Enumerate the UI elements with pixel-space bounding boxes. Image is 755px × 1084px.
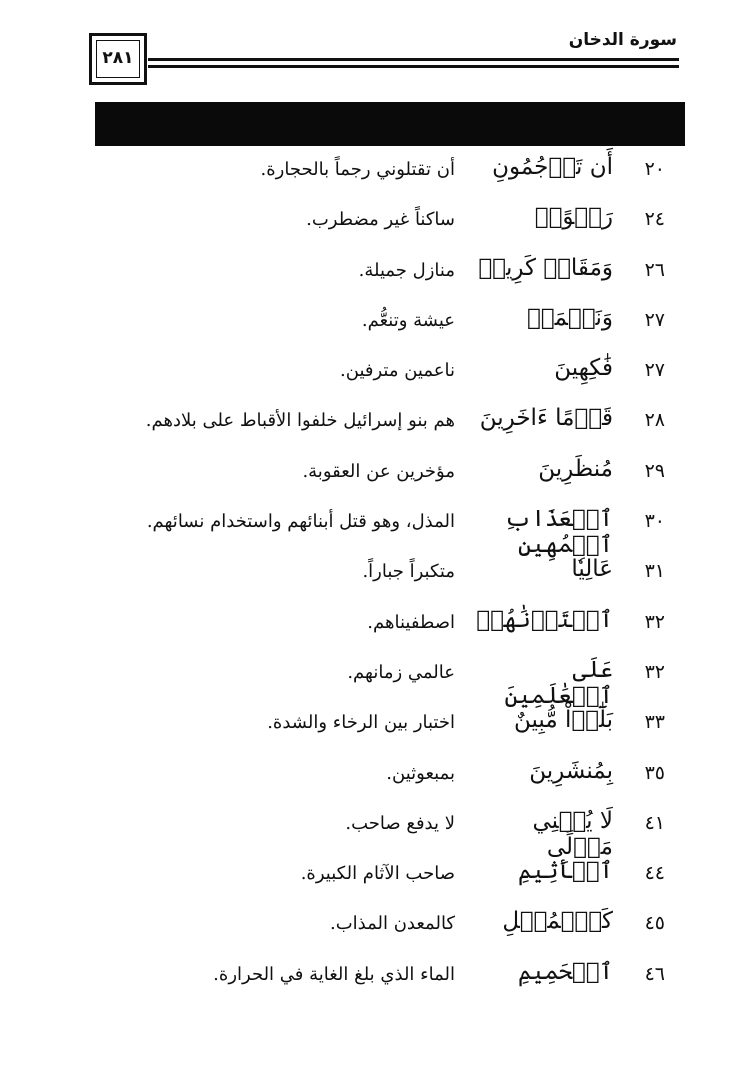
quran-word: بَلَٰٓؤٞاْ مُّبِينٌ <box>513 707 613 734</box>
word-meaning: اصطفيناهم. <box>367 611 455 633</box>
word-meaning: لا يدفع صاحب. <box>345 812 455 834</box>
word-meaning: اختبار بين الرخاء والشدة. <box>267 712 455 734</box>
quran-word: كَٱلۡمُهۡلِ <box>502 908 613 935</box>
quran-word: ٱلۡأَثِيمِ <box>518 858 613 885</box>
glossary-entry <box>0 403 755 453</box>
surah-title: سورة الدخان <box>568 30 677 50</box>
quran-word: وَنَعۡمَةٖ <box>526 304 613 331</box>
verse-number: ٤٤ <box>644 862 665 885</box>
verse-number: ٤١ <box>644 811 665 834</box>
glossary-entry <box>0 806 755 860</box>
quran-word: ٱخۡتَرۡنَٰهُمۡ <box>476 606 613 633</box>
glossary-entry <box>0 303 755 353</box>
word-meaning: عالمي زمانهم. <box>347 661 455 683</box>
glossary-entry <box>0 353 755 403</box>
word-meaning: بمبعوثين. <box>386 762 455 784</box>
glossary-entry <box>0 957 755 1007</box>
quran-word: وَمَقَامٖ كَرِيمٖ <box>478 254 613 281</box>
verse-number: ٢٨ <box>644 409 665 432</box>
quran-word: عَلَى ٱلۡعَٰلَمِينَ <box>504 656 613 709</box>
word-meaning: متكبراً جباراً. <box>362 561 455 583</box>
verse-number: ٣٥ <box>644 761 665 784</box>
verse-number: ٢٧ <box>644 359 665 382</box>
glossary-entry <box>0 705 755 755</box>
verse-number: ٣٠ <box>644 510 665 533</box>
word-meaning: صاحب الآثام الكبيرة. <box>300 863 455 885</box>
word-meaning: ساكناً غير مضطرب. <box>306 209 455 231</box>
glossary-entry <box>0 152 755 202</box>
verse-number: ٤٦ <box>644 962 665 985</box>
quran-word: ٱلۡعَذَابِ ٱلۡمُهِينِ <box>504 506 613 559</box>
glossary-entry <box>0 202 755 252</box>
word-meaning: عيشة وتنعُّم. <box>361 309 455 331</box>
quran-word: لَا يُغۡنِي مَوۡلًى <box>532 807 613 860</box>
word-meaning: الماء الذي بلغ الغاية في الحرارة. <box>213 963 455 985</box>
glossary-entry <box>0 856 755 906</box>
verse-number: ٢٦ <box>644 258 665 281</box>
glossary-entry <box>0 504 755 559</box>
quran-word: رَهۡوًاۖ <box>534 204 613 231</box>
glossary-list <box>0 152 755 1007</box>
verse-number: ٣٢ <box>644 660 665 683</box>
verse-number: ٤٥ <box>644 912 665 935</box>
word-meaning: مؤخرين عن العقوبة. <box>302 460 455 482</box>
verse-number: ٢٤ <box>644 208 665 231</box>
header-rule-bottom <box>148 65 679 68</box>
glossary-entry <box>0 554 755 604</box>
verse-number: ٣١ <box>644 560 665 583</box>
glossary-entry <box>0 605 755 655</box>
header-rule-top <box>148 58 679 61</box>
glossary-entry <box>0 454 755 504</box>
glossary-entry <box>0 655 755 709</box>
glossary-entry <box>0 756 755 806</box>
quran-word: ٱلۡحَمِيمِ <box>518 958 613 985</box>
header-band <box>95 102 685 146</box>
verse-number: ٢٧ <box>644 308 665 331</box>
quran-word: قَوۡمًا ءَاخَرِينَ <box>479 405 613 432</box>
verse-number: ٢٠ <box>644 158 665 180</box>
word-meaning: هم بنو إسرائيل خلفوا الأقباط على بلادهم. <box>145 410 455 432</box>
glossary-entry <box>0 906 755 956</box>
page-number: ٢٨١ <box>102 48 134 68</box>
quran-word: عَالِيٗا <box>571 556 613 583</box>
quran-word: فَٰكِهِينَ <box>554 355 613 382</box>
glossary-entry <box>0 253 755 303</box>
verse-number: ٢٩ <box>644 459 665 482</box>
page-number-box <box>89 33 147 85</box>
quran-word: بِمُنشَرِينَ <box>529 757 613 784</box>
verse-number: ٣٢ <box>644 610 665 633</box>
verse-number: ٣٣ <box>644 711 665 734</box>
word-meaning: المذل، وهو قتل أبنائهم واستخدام نسائهم. <box>146 511 455 533</box>
quran-word: مُنظَرِينَ <box>538 455 613 482</box>
word-meaning: ناعمين مترفين. <box>340 360 455 382</box>
quran-word: أَن تَرۡجُمُونِ <box>492 154 613 180</box>
word-meaning: منازل جميلة. <box>358 259 455 281</box>
word-meaning: أن تقتلوني رجماً بالحجارة. <box>260 159 455 180</box>
word-meaning: كالمعدن المذاب. <box>329 913 455 935</box>
